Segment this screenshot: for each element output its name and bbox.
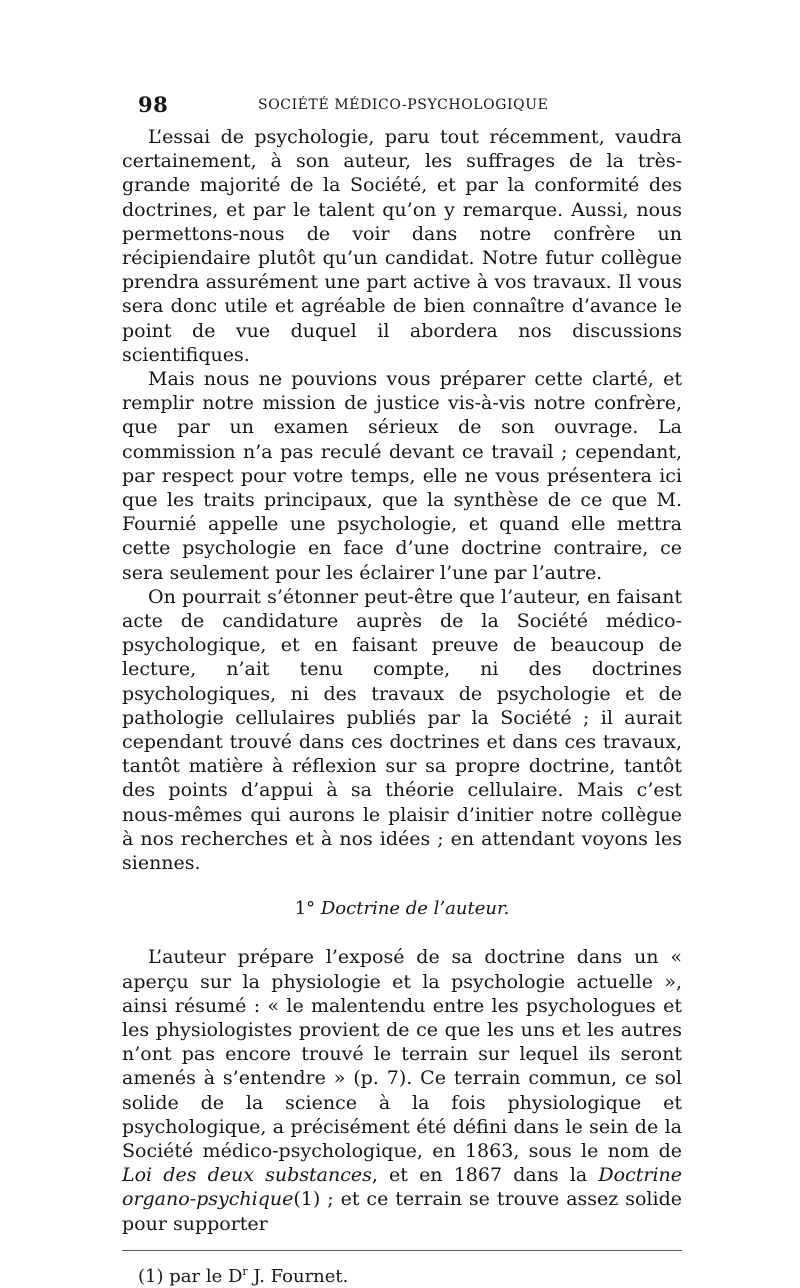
paragraph-3: On pourrait s’étonner peut-être que l’auteur, en faisant acte de candidature auprès de la Société médico-psychologique, et en faisant preuve de beaucoup de lecture, n’ait tenu compte, ni des doctrines psychologiques, ni des travaux de psychologie et de pathologie cellulaires publiés par la Société ; il aurait cependant trouvé dans ces doctrines et dans ces travaux, tantôt matière à réflexion sur sa propre doctrine, tantôt des points d’appui à sa théorie cellulaire. Mais c’est nous-mêmes qui aurons le plaisir d’initier notre collègue à nos recherches et à nos idées ; en attendant voyons les siennes. <box>122 585 682 875</box>
paragraph-4-part-4: ; et ce terrain se trouve assez solide pour supporter <box>122 1188 682 1235</box>
page-number: 98 <box>138 92 169 117</box>
footnote-reference: (1) <box>293 1188 321 1211</box>
loi-des-deux-substances: Loi des deux substances <box>122 1164 372 1187</box>
page-header <box>122 90 682 122</box>
footnote-text-after: J. Fournet. <box>247 1265 349 1287</box>
paragraph-4 <box>122 945 682 1235</box>
section-title: Doctrine de l’auteur. <box>320 898 510 920</box>
paragraph-4-part-2: , ainsi résumé : « le malentendu entre les psychologues et les physiologistes provient de ce que les uns et les autres n’ont pas encore trouvé le terrain sur lequel ils seront amenés à s’entendre » (p. 7). Ce terrain commun, ce sol solide de la science à la fois physiologique et psychologique, a précisément été défini dans le sein de la Société médico-psychologique, en 1863, sous le nom de <box>122 970 682 1162</box>
book-page <box>122 90 682 1288</box>
footnote-superscript: r <box>242 1264 248 1278</box>
section-number: 1° <box>294 898 316 920</box>
footnote <box>122 1261 682 1288</box>
running-title: SOCIÉTÉ MÉDICO-PSYCHOLOGIQUE <box>258 97 549 113</box>
paragraph-4-part-3: , et en 1867 dans la <box>371 1164 599 1187</box>
body-text <box>122 125 682 1236</box>
paragraph-4-part-1: L’auteur prépare l’exposé de sa doctrine dans un « aperçu sur la physiologie et la psychologie actuelle » <box>122 946 682 993</box>
paragraph-2: Mais nous ne pouvions vous préparer cette clarté, et remplir notre mission de justice vis-à-vis notre confrère, que par un examen sérieux de son ouvrage. La commission n’a pas reculé devant ce travail ; cependant, par respect pour votre temps, elle ne vous présentera ici que les traits principaux, que la synthèse de ce que M. Fournié appelle une psychologie, et quand elle mettra cette psychologie en face d’une doctrine contraire, ce sera seulement pour les éclairer l’une par l’autre. <box>122 368 682 584</box>
doctrine-organo-psychique: Doctrine organo-psychique <box>122 1164 682 1211</box>
paragraph-1: L’essai de psychologie, paru tout récemment, vaudra certainement, à son auteur, les suffrages de la très-grande majorité de la Société, et par la conformité des doctrines, et par le talent qu’on y remarque. Aussi, nous permettons-nous de voir dans notre confrère un récipiendaire plutôt qu’un candidat. Notre futur collègue prendra assurément une part active à vos travaux. Il vous sera donc utile et agréable de bien connaître d’avance le point de vue duquel il abordera nos discussions scientifiques. <box>122 126 682 366</box>
footnote-divider <box>122 1250 682 1251</box>
footnote-text-before: par le D <box>169 1265 243 1287</box>
footnote-mark: (1) <box>138 1265 164 1287</box>
section-heading <box>122 897 682 921</box>
